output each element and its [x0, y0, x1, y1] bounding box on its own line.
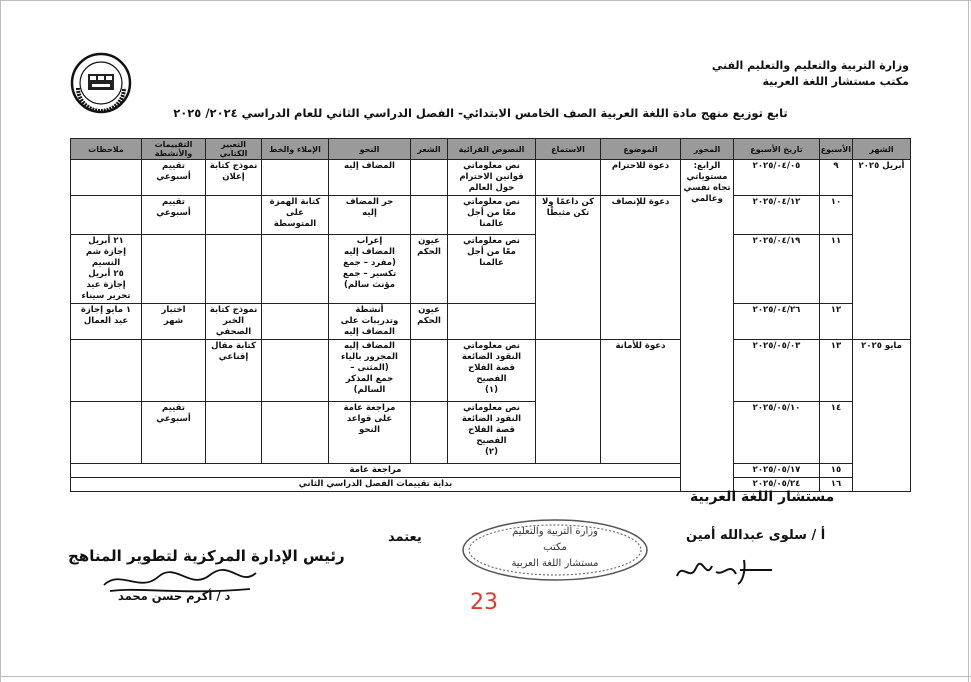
col-topic: الموضوع	[601, 139, 681, 160]
stamp-line-1: وزارة التربية والتعليم	[512, 526, 598, 537]
date-cell: ٢٠٢٥/٠٤/١٢	[734, 196, 820, 235]
week-cell: ١٥	[820, 464, 853, 478]
ministry-name: وزارة التربية والتعليم والتعليم الفني	[711, 59, 909, 72]
dictation-cell	[262, 340, 329, 402]
dictation-cell: كتابة الهمزة على المتوسطة	[262, 196, 329, 235]
grammar-cell: جر المضاف إليه	[329, 196, 411, 235]
poetry-cell	[411, 340, 448, 402]
week-cell: ١٣	[820, 340, 853, 402]
date-cell: ٢٠٢٥/٠٤/٠٥	[734, 160, 820, 196]
table-row	[71, 235, 911, 304]
axis-cell: الرابع: مستوياتي تجاه نفسي وعالمي	[681, 160, 734, 492]
table-row	[71, 340, 911, 402]
assessment-cell: تقييم أسبوعي	[142, 196, 206, 235]
reading-cell: نص معلوماتي النقود الضائعة قصة الفلاح الفصيح (١)	[448, 340, 536, 402]
notes-cell: ١ مايو إجازة عيد العمال	[71, 304, 142, 340]
signer-name: أ / سلوى عبدالله أمين	[686, 528, 826, 543]
week-cell: ١٠	[820, 196, 853, 235]
approval-label: يعتمد	[388, 530, 422, 545]
signature-right-icon	[672, 552, 777, 588]
table-row	[71, 304, 911, 340]
writing-cell	[206, 402, 262, 464]
date-cell: ٢٠٢٥/٠٥/٠٣	[734, 340, 820, 402]
topic-cell: دعوة للأمانة	[601, 340, 681, 464]
assessment-cell	[142, 340, 206, 402]
date-cell: ٢٠٢٥/٠٥/١٧	[734, 464, 820, 478]
week-cell: ١١	[820, 235, 853, 304]
table-header-row	[71, 139, 911, 160]
week-cell: ٩	[820, 160, 853, 196]
notes-cell	[71, 196, 142, 235]
date-cell: ٢٠٢٥/٠٥/٢٤	[734, 478, 820, 492]
topic-cell: دعوة للإنصاف	[601, 196, 681, 340]
week-cell: ١٤	[820, 402, 853, 464]
listening-cell	[536, 340, 601, 464]
col-month: الشهر	[853, 139, 911, 160]
week-cell: ١٢	[820, 304, 853, 340]
notes-cell: ٢١ أبريل إجازة شم النسيم ٢٥ أبريل إجازة عيد تحرير سيناء	[71, 235, 142, 304]
grammar-cell: المضاف إليه المجرور بالياء (المثنى – جمع المذكر السالم)	[329, 340, 411, 402]
writing-cell	[206, 196, 262, 235]
poetry-cell	[411, 160, 448, 196]
col-week: الأسبوع	[820, 139, 853, 160]
office-name: مكتب مستشار اللغة العربية	[762, 75, 909, 88]
grammar-cell: إعراب المضاف إليه (مفرد – جمع تكسير – جمع مؤنث سالم)	[329, 235, 411, 304]
stamp-line-2: مكتب	[543, 542, 567, 553]
reading-cell: نص معلوماتي معًا من أجل عالمنا	[448, 235, 536, 304]
review-note-cell: مراجعة عامة	[71, 464, 681, 478]
assessment-cell: اختبار شهر	[142, 304, 206, 340]
poetry-cell: عيون الحكم	[411, 235, 448, 304]
writing-cell: نموذج كتابة إعلان	[206, 160, 262, 196]
col-axis: المحور	[681, 139, 734, 160]
notes-cell	[71, 340, 142, 402]
col-assessment: التقييمات والأنشطة	[142, 139, 206, 160]
ministry-logo-icon	[70, 52, 132, 114]
listening-cell: كن داعمًا ولا تكن مثبطًا	[536, 196, 601, 340]
official-stamp	[460, 518, 650, 582]
document-title: تابع توزيع منهج مادة اللغة العربية الصف الخامس الابتدائي- الفصل الدراسي الثاني للعام الدراسي ٢٠٢٤/ ٢٠٢٥	[173, 106, 788, 120]
curriculum-table	[70, 138, 911, 492]
assessment-cell: تقييم أسبوعي	[142, 402, 206, 464]
table-row	[71, 196, 911, 235]
writing-cell: نموذج كتابة الخبر الصحفي	[206, 304, 262, 340]
page-number: 23	[470, 590, 498, 615]
poetry-cell: عيون الحكم	[411, 304, 448, 340]
date-cell: ٢٠٢٥/٠٤/٢٦	[734, 304, 820, 340]
table-row	[71, 402, 911, 464]
grammar-cell: أنشطة وتدريبات على المضاف إليه	[329, 304, 411, 340]
poetry-cell	[411, 196, 448, 235]
notes-cell	[71, 402, 142, 464]
table-row	[71, 464, 911, 478]
writing-cell: كتابة مقال إقناعي	[206, 340, 262, 402]
listening-cell	[536, 160, 601, 196]
date-cell: ٢٠٢٥/٠٤/١٩	[734, 235, 820, 304]
stamp-line-3: مستشار اللغة العربية	[511, 558, 599, 569]
ministry-header	[712, 58, 909, 90]
signature-head-icon	[100, 565, 260, 597]
head-name: د / أكرم حسن محمد	[118, 589, 231, 603]
month-cell: أبريل ٢٠٢٥	[853, 160, 911, 340]
month-cell: مايو ٢٠٢٥	[853, 340, 911, 492]
col-dictation: الإملاء والخط	[262, 139, 329, 160]
dictation-cell	[262, 304, 329, 340]
col-week-date: تاريخ الأسبوع	[734, 139, 820, 160]
col-listening: الاستماع	[536, 139, 601, 160]
topic-cell: دعوة للاحترام	[601, 160, 681, 196]
table-row	[71, 160, 911, 196]
week-cell: ١٦	[820, 478, 853, 492]
reading-cell: نص معلوماتي النقود الضائعة قصة الفلاح الفصيح (٢)	[448, 402, 536, 464]
assessment-start-note-cell: بداية تقييمات الفصل الدراسي الثاني	[71, 478, 681, 492]
col-poetry: الشعر	[411, 139, 448, 160]
col-notes: ملاحظات	[71, 139, 142, 160]
col-writing: التعبير الكتابي	[206, 139, 262, 160]
col-reading: النصوص القرائية	[448, 139, 536, 160]
reading-cell: نص معلوماتي قوانين الاحترام حول العالم	[448, 160, 536, 196]
dictation-cell	[262, 160, 329, 196]
date-cell: ٢٠٢٥/٠٥/١٠	[734, 402, 820, 464]
assessment-cell: تقييم أسبوعي	[142, 160, 206, 196]
writing-cell	[206, 235, 262, 304]
footer-unit-title: مستشار اللغة العربية	[690, 489, 835, 505]
reading-cell	[448, 304, 536, 340]
dictation-cell	[262, 402, 329, 464]
notes-cell	[71, 160, 142, 196]
poetry-cell	[411, 402, 448, 464]
head-title: رئيس الإدارة المركزية لتطوير المناهج	[68, 547, 345, 565]
assessment-cell	[142, 235, 206, 304]
col-grammar: النحو	[329, 139, 411, 160]
grammar-cell: مراجعة عامة على قواعد النحو	[329, 402, 411, 464]
grammar-cell: المضاف إليه	[329, 160, 411, 196]
dictation-cell	[262, 235, 329, 304]
reading-cell: نص معلوماتي معًا من أجل عالمنا	[448, 196, 536, 235]
